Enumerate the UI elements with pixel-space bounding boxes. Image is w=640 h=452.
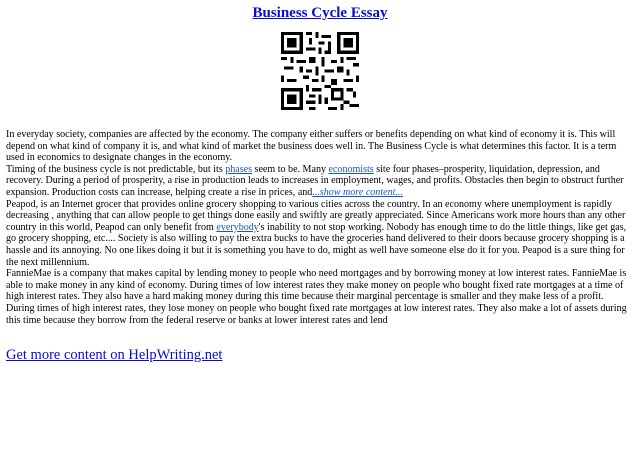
title-link[interactable]: Business Cycle Essay xyxy=(252,5,388,21)
helpwriting-link[interactable]: Get more content on HelpWriting.net xyxy=(6,347,223,363)
paragraph-2-text-c: site four phases–prosperity, liquidation, depression, and recovery. During a period of prosperity, a rise in production leads to increases in employment, wages, and profits. Obstacles then begin to obstruct further expansion. Production costs can increase, helping create a rise in prices, and xyxy=(6,163,624,198)
paragraph-1: In everyday society, companies are affected by the economy. The company either suffers or benefits depending on what kind of economy it is. This will depend on what kind of company it is, and what kind of market the business does well in. The Business Cycle is what determines this factor. It is a term used in economics to designate changes in the economy. xyxy=(6,129,617,164)
paragraph-2 xyxy=(6,164,632,199)
qr-code-icon xyxy=(281,32,359,110)
page-title xyxy=(0,5,640,22)
essay-body xyxy=(6,129,632,326)
paragraph-3-text-b: 's inability to not stop working. Nobody has enough time to do the little things, like get gas, go grocery shopping, etc.... Society is also willing to pay the extra bucks to have the groceries hand delivered to their doors because grocery shopping is a hassle and its annoying. No one likes doing it but it is something you have to do, might as well have someone else do it for you. Peapod is a sure thing for the next millennium. xyxy=(6,221,627,268)
show-more-link[interactable]: ...show more content... xyxy=(312,186,403,198)
economists-link[interactable]: economists xyxy=(328,163,374,175)
paragraph-3 xyxy=(6,199,632,269)
paragraph-2-text-b: seem to be. Many xyxy=(252,163,329,175)
paragraph-2-text-a: Timing of the business cycle is not predictable, but its xyxy=(6,163,226,175)
everybody-link[interactable]: everybody xyxy=(216,221,259,233)
phases-link[interactable]: phases xyxy=(225,163,253,175)
paragraph-3-text-a: Peapod, is an Internet grocer that provides online grocery shopping to various cities across the country. In an economy where unemployment is rapidly decreasing , anything that can allow people to get things done easily and swiftly are greatly appreciated. Since Americans work more hours than any other country in this world, Peapod can only benefit from xyxy=(6,198,626,233)
paragraph-4: FannieMae is a company that makes capital by lending money to people who need mortgages and by borrowing money at low interest rates. FannieMae is able to make money in any kind of economy. During times of low interest rates they make money on people who bought fixed rate mortgages at a time of high interest rates. They also have a hard making money during this time because their marginal percentage is smaller and they make less of a profit. During times of high interest rates, they lose money on people who bought fixed rate mortgages at low interest rates. They also make a lot of assets during this time because they borrow from the federal reserve or banks at lower interest rates and lend xyxy=(6,268,627,326)
